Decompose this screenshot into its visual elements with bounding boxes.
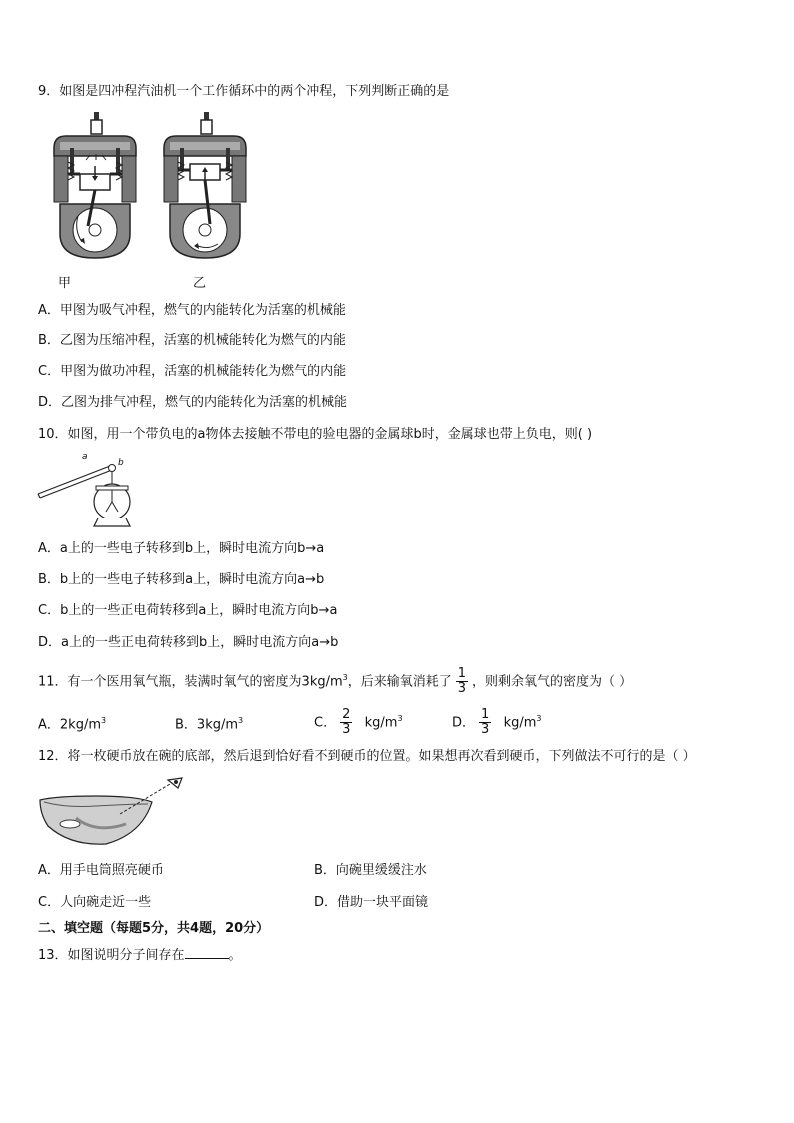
q11-option-d [452, 700, 541, 742]
q9-option-b: B．乙图为压缩冲程，活塞的机械能转化为燃气的内能 [38, 333, 346, 348]
q11-option-d-sup: 3 [536, 714, 542, 723]
q11-option-d-den: 3 [481, 722, 490, 738]
q9-option-d: D．乙图为排气冲程，燃气的内能转化为活塞的机械能 [38, 395, 348, 410]
q11-option-c-frac [340, 708, 352, 737]
q11-option-b-sup: 3 [238, 716, 244, 725]
label-jia: 甲 [58, 276, 72, 291]
q11-option-a-text: A．2kg/m [38, 717, 101, 733]
q11-option-c-unit: kg/m [364, 715, 398, 731]
q13-stem [38, 946, 242, 965]
q11-stem-sup: 3 [342, 673, 348, 682]
q11-option-b-text: B．3kg/m [175, 717, 239, 733]
q11-option-a [38, 712, 106, 734]
q12-option-d: D．借助一块平面镜 [314, 895, 429, 910]
q11-option-c-sup: 3 [397, 714, 403, 723]
q10-option-d: D．a上的一些正电荷转移到b上，瞬时电流方向a→b [38, 635, 339, 650]
q11-option-c-den: 3 [342, 722, 351, 738]
q13-stem-before: 13．如图说明分子间存在 [38, 948, 185, 963]
q11-frac-num: 1 [457, 666, 467, 682]
q9-stem: 9．如图是四冲程汽油机一个工作循环中的两个冲程，下列判断正确的是 [38, 84, 450, 99]
electroscope-diagram [36, 452, 136, 530]
q9-option-c: C．甲图为做功冲程，活塞的机械能转化为燃气的内能 [38, 364, 347, 379]
engine-diagram-left [50, 112, 140, 262]
section-2-title: 二、填空题（每题5分，共4题，20分） [38, 921, 270, 936]
engine-diagram-right [160, 112, 250, 262]
q11-frac-den: 3 [457, 681, 467, 697]
q11-stem-middle: ，后来输氧消耗了 [347, 674, 452, 690]
q12-stem: 12．将一枚硬币放在碗的底部，然后退到恰好看不到硬币的位置。如果想再次看到硬币，下列做法不可行的是（ ） [38, 749, 696, 764]
label-b: b [118, 458, 124, 468]
label-a: a [82, 452, 88, 462]
q11-option-b [175, 712, 243, 734]
label-yi: 乙 [193, 276, 207, 291]
q12-option-b: B．向碗里缓缓注水 [314, 863, 427, 878]
q11-option-d-frac [479, 708, 491, 737]
q11-fraction [456, 667, 468, 696]
q11-option-c-num: 2 [342, 707, 351, 723]
q11-stem [38, 661, 632, 699]
q13-stem-after: 。 [228, 948, 242, 963]
q13-answer-blank [185, 946, 229, 959]
q10-option-a: A．a上的一些电子转移到b上，瞬时电流方向b→a [38, 541, 325, 556]
q11-stem-after: ，则剩余氧气的密度为（ ） [472, 674, 633, 690]
bowl-coin-diagram [36, 774, 186, 850]
q11-option-d-unit: kg/m [503, 715, 537, 731]
q11-option-a-sup: 3 [101, 716, 107, 725]
q10-stem: 10．如图，用一个带负电的a物体去接触不带电的验电器的金属球b时，金属球也带上负电，则( ) [38, 427, 593, 442]
q11-stem-before: 11．有一个医用氧气瓶，装满时氧气的密度为3kg/m [38, 674, 343, 690]
q10-option-b: B．b上的一些电子转移到a上，瞬时电流方向a→b [38, 572, 325, 587]
q11-option-c [314, 700, 403, 742]
q11-option-d-num: 1 [481, 707, 490, 723]
q12-option-c: C．人向碗走近一些 [38, 895, 152, 910]
q11-option-d-label: D． [452, 715, 476, 731]
q11-option-c-label: C． [314, 715, 337, 731]
q12-option-a: A．用手电筒照亮硬币 [38, 863, 164, 878]
q9-option-a: A．甲图为吸气冲程，燃气的内能转化为活塞的机械能 [38, 303, 346, 318]
q10-option-c: C．b上的一些正电荷转移到a上，瞬时电流方向b→a [38, 603, 338, 618]
